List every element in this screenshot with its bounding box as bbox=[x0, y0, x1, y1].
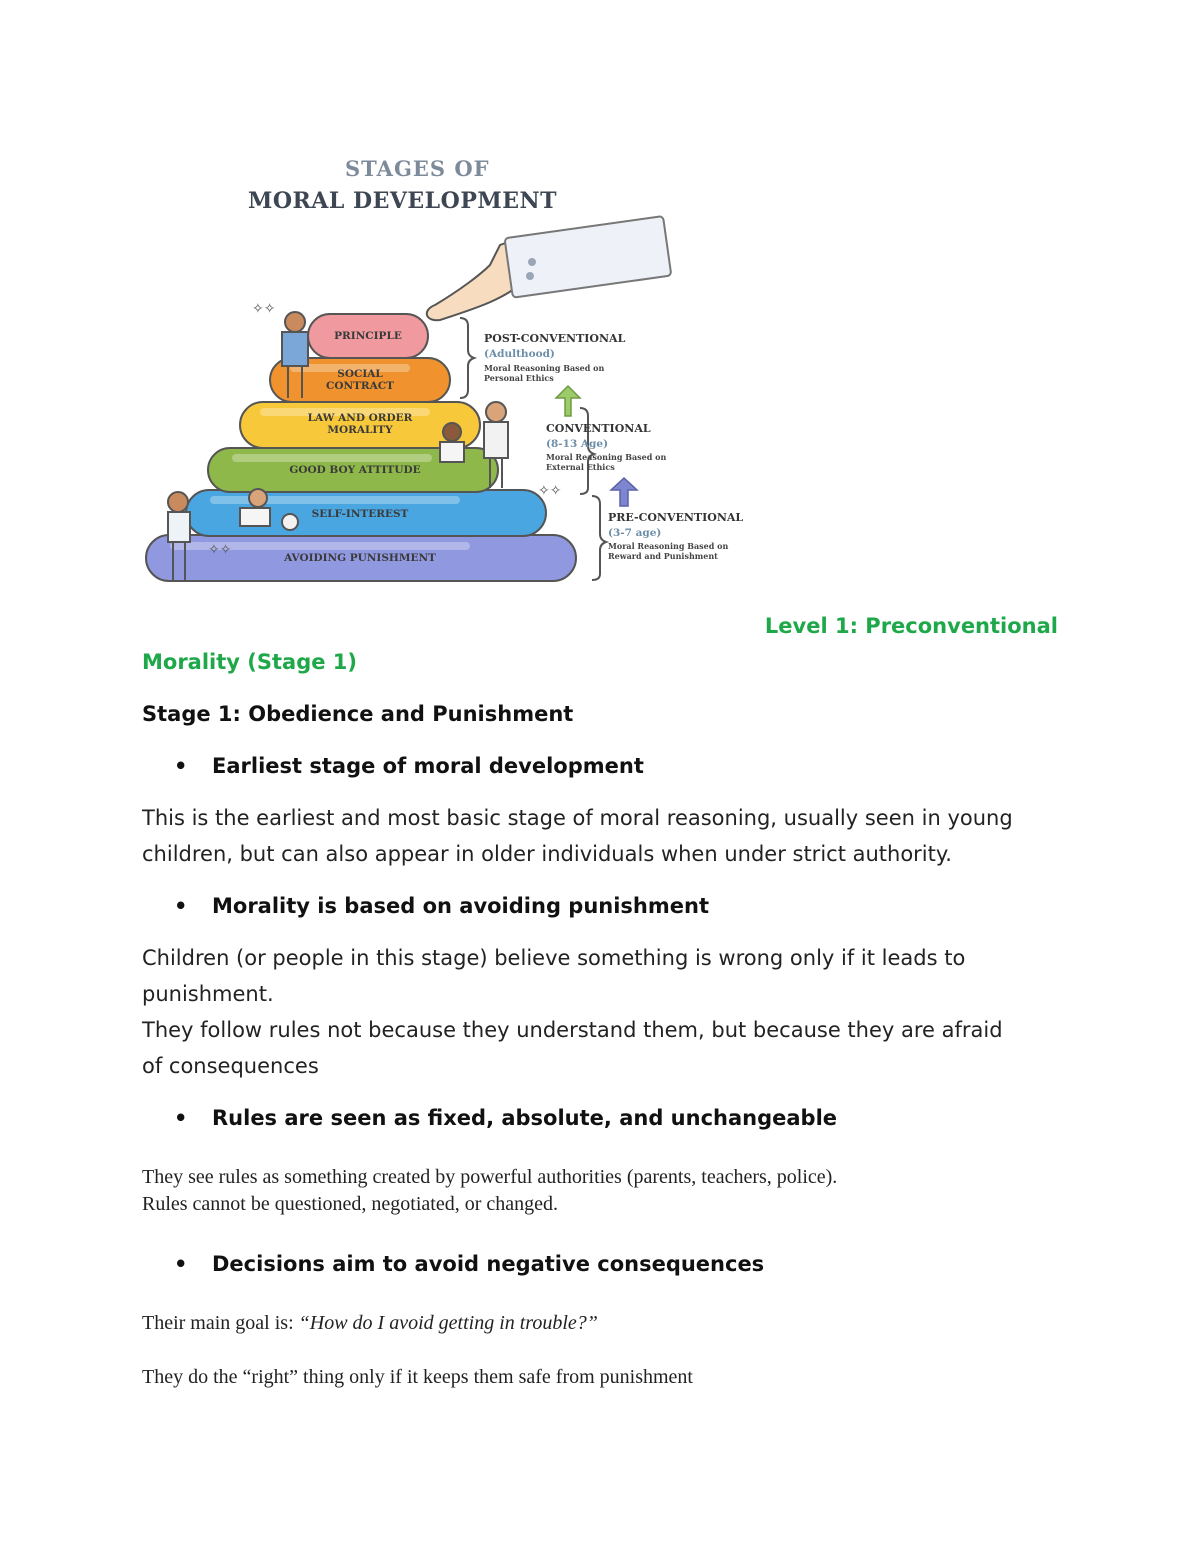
bullet-item-1 bbox=[174, 754, 874, 784]
infographic-title-line2: MORAL DEVELOPMENT bbox=[248, 188, 557, 214]
level-desc-conventional: Moral Reasoning Based on External Ethics bbox=[546, 452, 667, 472]
level-age-conventional: (8-13 Age) bbox=[546, 438, 609, 450]
level-heading-part2: Morality (Stage 1) bbox=[142, 650, 358, 674]
paragraph-2-line-3: They follow rules not because they understand them, but because they are afraid bbox=[142, 1018, 1003, 1042]
level-heading-part1: Level 1: Preconventional bbox=[764, 614, 1058, 638]
bullet-item-2 bbox=[174, 894, 874, 924]
paragraph-4-quote: “How do I avoid getting in trouble?” bbox=[298, 1312, 598, 1334]
svg-text:✧✧: ✧✧ bbox=[208, 542, 232, 558]
bullet-text: Decisions aim to avoid negative consequences bbox=[212, 1252, 765, 1276]
svg-text:✧✧: ✧✧ bbox=[538, 483, 562, 499]
level-title-post-conventional: POST-CONVENTIONAL bbox=[484, 332, 626, 345]
paragraph-1-line-2: children, but can also appear in older individuals when under strict authority. bbox=[142, 842, 952, 866]
paragraph-5: They do the “right” thing only if it keeps them safe from punishment bbox=[142, 1366, 693, 1388]
paragraph-1-line-1: This is the earliest and most basic stage of moral reasoning, usually seen in young bbox=[142, 806, 1013, 830]
bullet-marker: • bbox=[174, 894, 188, 918]
level-age-post-conventional: (Adulthood) bbox=[484, 348, 555, 360]
bullet-item-3 bbox=[174, 1106, 934, 1136]
bullet-marker: • bbox=[174, 754, 188, 778]
level-age-pre-conventional: (3-7 age) bbox=[608, 527, 662, 539]
bullet-marker: • bbox=[174, 1106, 188, 1130]
svg-text:✧✧: ✧✧ bbox=[252, 301, 276, 317]
stage-label-law-order: LAW AND ORDER MORALITY bbox=[307, 412, 413, 436]
bullet-marker: • bbox=[174, 1252, 188, 1276]
level-desc-pre-conventional: Moral Reasoning Based on Reward and Punishment bbox=[608, 541, 729, 561]
stage-label-principle: PRINCIPLE bbox=[334, 330, 402, 342]
bullet-text: Rules are seen as fixed, absolute, and unchangeable bbox=[212, 1106, 838, 1130]
level-desc-post-conventional: Moral Reasoning Based on Personal Ethics bbox=[484, 363, 605, 383]
infographic-title-line1: STAGES OF bbox=[345, 156, 490, 181]
paragraph-2-line-2: punishment. bbox=[142, 982, 274, 1006]
stage-label-good-boy: GOOD BOY ATTITUDE bbox=[289, 464, 421, 476]
pyramid-illustration bbox=[140, 150, 780, 590]
paragraph-4 bbox=[142, 1310, 598, 1337]
bullet-text: Earliest stage of moral development bbox=[212, 754, 644, 778]
paragraph-2-line-1: Children (or people in this stage) believe something is wrong only if it leads to bbox=[142, 946, 966, 970]
level-title-conventional: CONVENTIONAL bbox=[546, 422, 651, 435]
level-title-pre-conventional: PRE-CONVENTIONAL bbox=[608, 511, 744, 524]
bullet-item-4 bbox=[174, 1252, 934, 1282]
stage-label-avoiding-punishment: AVOIDING PUNISHMENT bbox=[284, 552, 436, 564]
stage-label-social-contract: SOCIAL CONTRACT bbox=[326, 368, 394, 392]
paragraph-3-line-1: They see rules as something created by powerful authorities (parents, teachers, police). bbox=[142, 1166, 838, 1188]
hand-icon bbox=[427, 216, 672, 320]
stage-heading: Stage 1: Obedience and Punishment bbox=[142, 702, 574, 726]
moral-development-infographic bbox=[140, 150, 780, 590]
stage-label-self-interest: SELF-INTEREST bbox=[311, 508, 409, 520]
paragraph-3-line-2: Rules cannot be questioned, negotiated, or changed. bbox=[142, 1193, 558, 1215]
paragraph-2-line-4: of consequences bbox=[142, 1054, 319, 1078]
paragraph-4-prefix: Their main goal is: bbox=[142, 1312, 299, 1334]
bullet-text: Morality is based on avoiding punishment bbox=[212, 894, 709, 918]
